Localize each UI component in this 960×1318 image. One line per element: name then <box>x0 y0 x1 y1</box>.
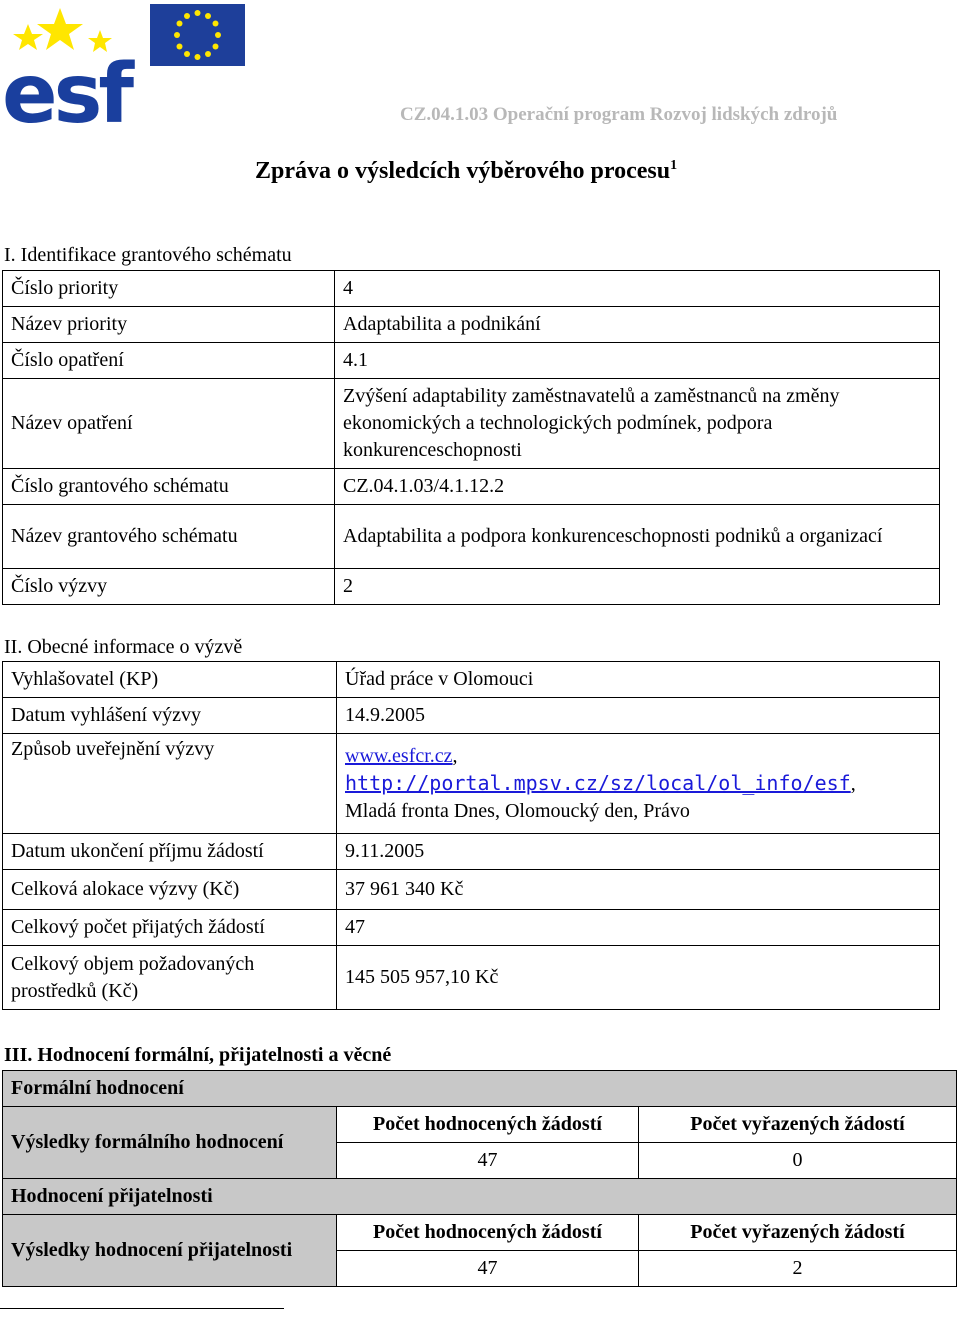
footnote-ref: 1 <box>670 158 678 173</box>
esf-logo <box>0 0 250 128</box>
label: Celkový počet přijatých žádostí <box>3 910 337 946</box>
value: 47 <box>337 910 940 946</box>
section-heading: III. Hodnocení formální, přijatelnosti a věcné <box>4 1044 392 1066</box>
col-header: Počet vyřazených žádostí <box>639 1107 957 1143</box>
label: Datum vyhlášení výzvy <box>3 698 337 734</box>
label: Název priority <box>3 307 335 343</box>
value: 9.11.2005 <box>337 834 940 870</box>
value: 2 <box>335 569 940 605</box>
col-header: Počet hodnocených žádostí <box>337 1215 639 1251</box>
value: Úřad práce v Olomouci <box>337 662 940 698</box>
page-title: Zpráva o výsledcích výběrového procesu$^1$ <box>255 158 678 184</box>
value: CZ.04.1.03/4.1.12.2 <box>335 469 940 505</box>
value: 47 <box>337 1143 639 1179</box>
footnote-divider <box>0 1308 284 1309</box>
general-info-table <box>2 661 940 1010</box>
value: Adaptabilita a podpora konkurenceschopnosti podniků a organizací <box>335 505 940 569</box>
label: Vyhlašovatel (KP) <box>3 662 337 698</box>
value: 2 <box>639 1251 957 1287</box>
acceptability-results-label: Výsledky hodnocení přijatelnosti <box>3 1215 337 1287</box>
label: Celková alokace výzvy (Kč) <box>3 870 337 910</box>
publication-text: Mladá fronta Dnes, Olomoucký den, Právo <box>345 799 690 822</box>
label: Název grantového schématu <box>3 505 335 569</box>
formal-results-label: Výsledky formálního hodnocení <box>3 1107 337 1179</box>
section-heading: II. Obecné informace o výzvě <box>4 636 243 658</box>
evaluation-table <box>2 1070 957 1287</box>
svg-text:esf: esf <box>2 47 131 128</box>
col-header: Počet vyřazených žádostí <box>639 1215 957 1251</box>
publication-value: www.esfcr.cz, http://portal.mpsv.cz/sz/local/ol_info/esf, Mladá fronta Dnes, Olomoucký den, Právo <box>337 734 940 834</box>
label: Název opatření <box>3 379 335 469</box>
label: Datum ukončení příjmu žádostí <box>3 834 337 870</box>
col-header: Počet hodnocených žádostí <box>337 1107 639 1143</box>
label: Číslo opatření <box>3 343 335 379</box>
label: Číslo priority <box>3 271 335 307</box>
label: Celkový objem požadovaných prostředků (Kč) <box>3 946 337 1010</box>
value: 47 <box>337 1251 639 1287</box>
esfcr-link[interactable]: www.esfcr.cz <box>345 744 453 767</box>
acceptability-title: Hodnocení přijatelnosti <box>3 1179 957 1215</box>
value: 4 <box>335 271 940 307</box>
value: 0 <box>639 1143 957 1179</box>
label: Číslo grantového schématu <box>3 469 335 505</box>
value: 4.1 <box>335 343 940 379</box>
label: Způsob uveřejnění výzvy <box>3 734 337 834</box>
value: Zvýšení adaptability zaměstnavatelů a zaměstnanců na změny ekonomických a technologických podmínek, podpora konkurenceschopnosti <box>335 379 940 469</box>
portal-link[interactable]: http://portal.mpsv.cz/sz/local/ol_info/esf <box>345 770 851 795</box>
formal-title: Formální hodnocení <box>3 1071 957 1107</box>
value: 145 505 957,10 Kč <box>337 946 940 1010</box>
value: 37 961 340 Kč <box>337 870 940 910</box>
section-heading: I. Identifikace grantového schématu <box>4 244 292 266</box>
value: 14.9.2005 <box>337 698 940 734</box>
program-header: CZ.04.1.03 Operační program Rozvoj lidských zdrojů <box>400 104 838 125</box>
label: Číslo výzvy <box>3 569 335 605</box>
value: Adaptabilita a podnikání <box>335 307 940 343</box>
identification-table <box>2 270 940 605</box>
